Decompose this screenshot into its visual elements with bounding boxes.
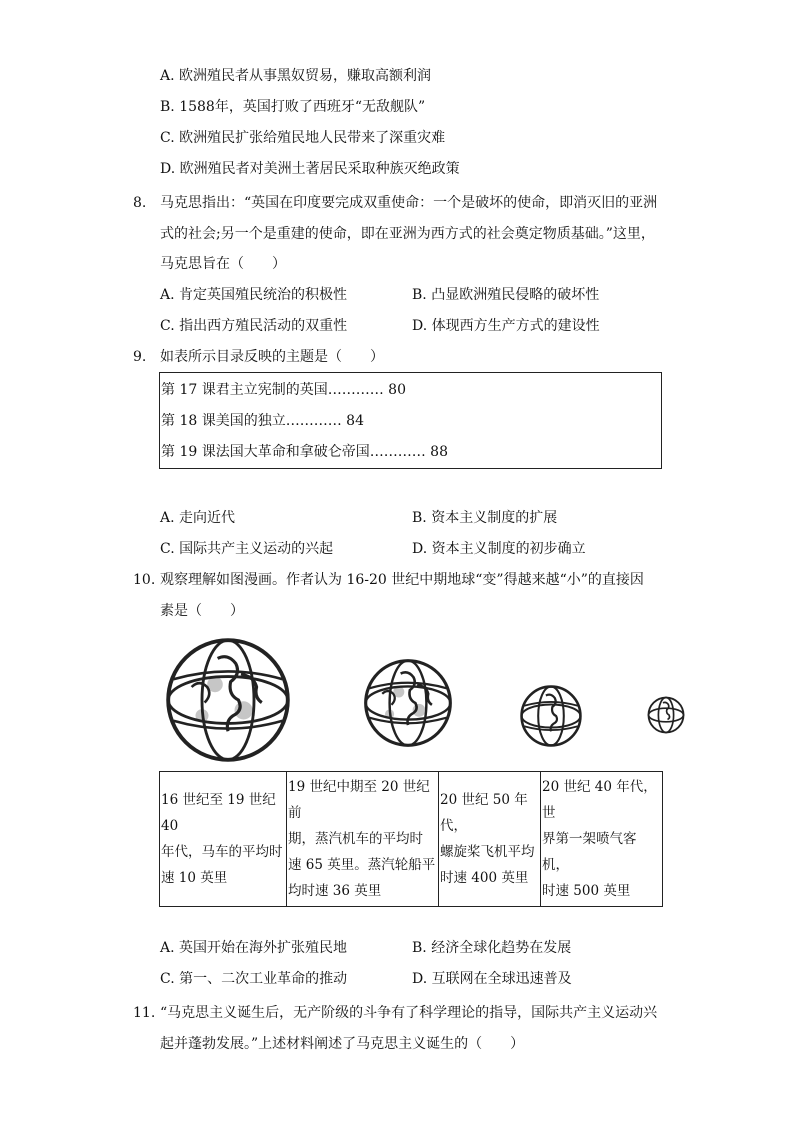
q7-option-c: C. 欧洲殖民扩张给殖民地人民带来了深重灾难 [160, 130, 446, 146]
q10-option-c: C. 第一、二次工业革命的推动 [160, 971, 348, 987]
q10-cell-4 [541, 772, 663, 907]
q9-option-c: C. 国际共产主义运动的兴起 [160, 541, 334, 557]
q8-option-c: C. 指出西方殖民活动的双重性 [160, 318, 348, 334]
q7-option-d: D. 欧洲殖民者对美洲土著居民采取种族灭绝政策 [160, 161, 460, 177]
q8-stem-line-2: 式的社会;另一个是重建的使命，即在亚洲为西方式的社会奠定物质基础。”这里， [160, 226, 655, 242]
q9-number: 9. [133, 349, 147, 365]
q9-option-a: A. 走向近代 [160, 510, 236, 526]
q10-table [159, 771, 663, 907]
q10-cell-4-line: 20 世纪 40 年代，世 [542, 779, 657, 821]
q10-cell-1-line: 速 10 英里 [161, 870, 228, 886]
q9-toc-line-1: 第 17 课君主立宪制的英国………… 80 [161, 382, 406, 398]
q11-stem-line-1: “马克思主义诞生后，无产阶级的斗争有了科学理论的指导，国际共产主义运动兴 [160, 1005, 658, 1021]
q8-stem-line-1: 马克思指出：“英国在印度要完成双重使命：一个是破坏的使命，即消灭旧的亚洲 [160, 195, 658, 211]
q8-option-d: D. 体现西方生产方式的建设性 [412, 318, 600, 334]
q10-cell-1-line: 16 世纪至 19 世纪 40 [161, 792, 276, 834]
q8-option-b: B. 凸显欧洲殖民侵略的破坏性 [412, 287, 600, 303]
q7-option-a: A. 欧洲殖民者从事黑奴贸易，赚取高额利润 [160, 68, 432, 84]
q10-number: 10. [133, 572, 156, 588]
q10-cell-3-line: 螺旋桨飞机平均 [440, 844, 535, 860]
q10-cell-2 [287, 772, 439, 907]
q10-cell-4-line: 时速 500 英里 [542, 883, 631, 899]
q7-option-b: B. 1588年，英国打败了西班牙“无敌舰队” [160, 99, 426, 115]
q10-option-d: D. 互联网在全球迅速普及 [412, 971, 572, 987]
q11-stem-line-2: 起并蓬勃发展。”上述材料阐述了马克思主义诞生的（ ） [160, 1036, 525, 1052]
q10-option-a: A. 英国开始在海外扩张殖民地 [160, 940, 348, 956]
q8-stem-line-3: 马克思旨在（ ） [160, 256, 286, 272]
q10-cell-3-line: 时速 400 英里 [440, 870, 529, 886]
q10-stem-line-1: 观察理解如图漫画。作者认为 16-20 世纪中期地球“变”得越来越“小”的直接因 [160, 572, 644, 588]
q10-cell-3 [439, 772, 541, 907]
q10-option-b: B. 经济全球化趋势在发展 [412, 940, 572, 956]
q10-stem-line-2: 素是（ ） [160, 603, 244, 619]
q10-cell-2-line: 速 65 英里。蒸汽轮船平 [288, 857, 436, 873]
q10-cell-4-line: 界第一架喷气客机， [542, 831, 637, 873]
q10-cell-3-line: 20 世纪 50 年代， [440, 792, 528, 834]
q10-cell-2-line: 19 世纪中期至 20 世纪前 [288, 779, 430, 821]
globe-icon [163, 635, 293, 765]
q10-cell-2-line: 期，蒸汽机车的平均时 [288, 831, 423, 847]
q11-number: 11. [133, 1005, 156, 1021]
globe-icon [519, 684, 583, 748]
q8-option-a: A. 肯定英国殖民统治的积极性 [160, 287, 348, 303]
q9-option-b: B. 资本主义制度的扩展 [412, 510, 558, 526]
q9-toc-line-2: 第 18 课美国的独立………… 84 [161, 413, 364, 429]
globe-icon [362, 657, 454, 749]
q9-stem: 如表所示目录反映的主题是（ ） [160, 349, 384, 365]
q9-toc-line-3: 第 19 课法国大革命和拿破仑帝国………… 88 [161, 444, 448, 460]
q10-cell-1-line: 年代，马车的平均时 [161, 844, 283, 860]
q9-option-d: D. 资本主义制度的初步确立 [412, 541, 586, 557]
q10-cell-2-line: 均时速 36 英里 [288, 883, 382, 899]
q10-cell-1 [160, 772, 287, 907]
q8-number: 8. [133, 195, 147, 211]
globe-icon [647, 696, 685, 734]
